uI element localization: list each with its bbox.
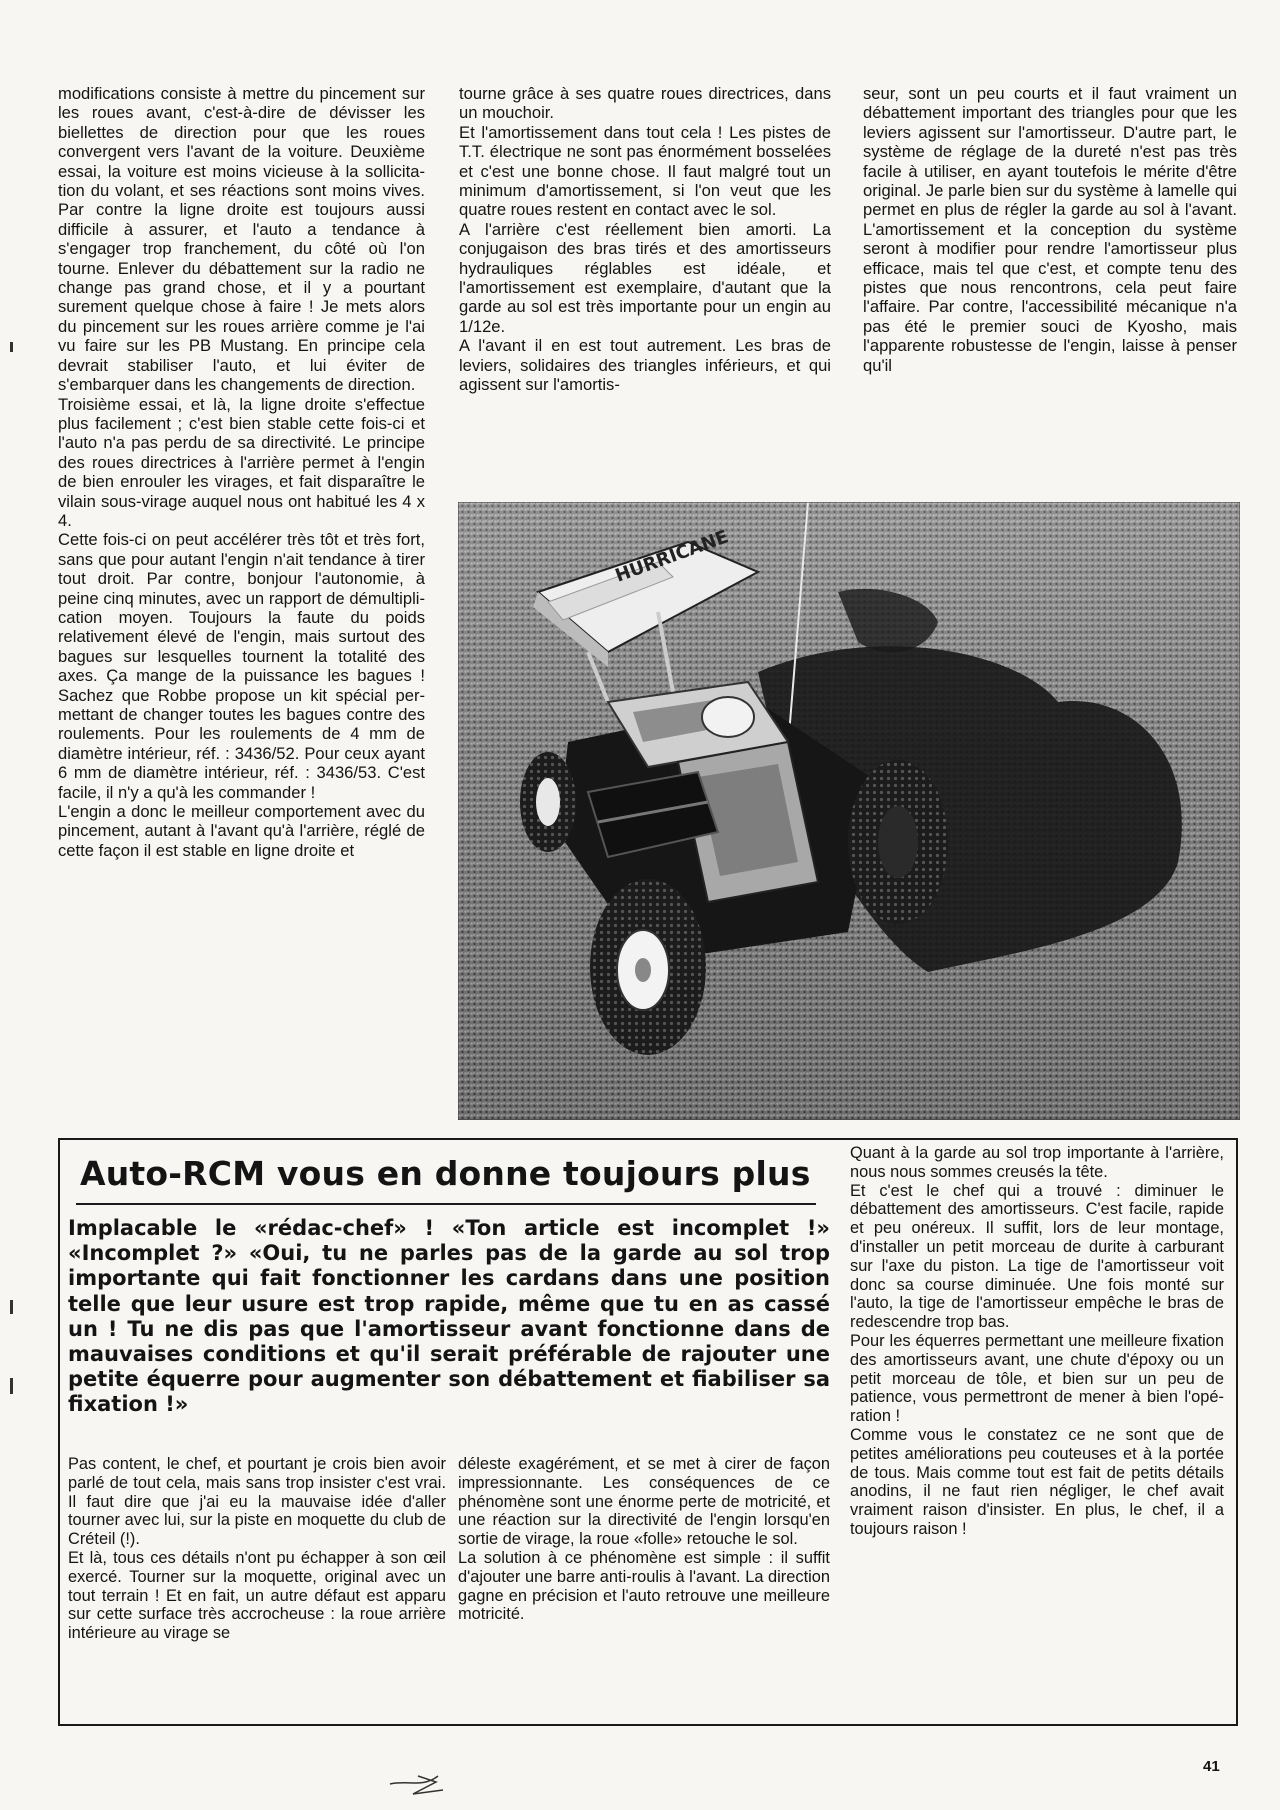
paragraph: Pour les équerres permettant une meilleure fixation des amortisseurs avant, une chute d'époxy ou un petit morceau de tôle, et bien sur un peu de patience, vous permettront de mener à bien l'opération ! — [850, 1331, 1224, 1426]
article-column-1 — [58, 84, 425, 860]
paragraph: Cette fois-ci on peut accélérer très tôt et très fort, sans que pour autant l'engin n'ait tendance à tirer tout droit. Par contre, bonjour l'autonomie, à peine cinq minutes, avec un rapport de démultiplication moyen. Toujours la faute du poids relativement élevé de l'engin, mais surtout des bagues sur lesquelles tournent la totalité des axes. Ça mange de la puissance les bagues ! Sachez que Robbe propose un kit spécial permettant de changer toutes les bagues contre des roulements. Pour les roulements de 4 mm de diamètre intérieur, réf. : 3436/52. Pour ceux ayant 6 mm de diamètre intérieur, réf. : 3436/53. C'est facile, il n'y a qu'à les commander ! — [58, 530, 425, 802]
scan-mark — [10, 1300, 13, 1314]
paragraph: A l'arrière c'est réellement bien amorti. La conjugaison des bras tirés et des amortisseurs hydrauliques réglables est idéale, et l'amortissement est exemplaire, d'autant que la garde au sol est très importante pour un engin au 1/12e. — [459, 219, 831, 336]
paragraph: La solution à ce phénomène est simple : il suffit d'ajouter une barre anti-roulis à l'avant. La direction gagne en précision et l'auto retrouve une meilleure motricité. — [458, 1548, 830, 1624]
box-lead: Implacable le «rédac-chef» ! «Ton article est incomplet !» «Incomplet ?» «Oui, tu ne parles pas de la garde au sol trop importante qui fait fonctionner les cardans dans une position telle que leur usure est trop rapide, même que tu en as cassé un ! Tu ne dis pas que l'amortisseur avant fonctionne dans de mauvaises conditions et qu'il serait préférable de rajouter une petite équerre pour augmenter son débattement et fiabiliser sa fixation !» — [68, 1216, 830, 1417]
signature-mark — [388, 1768, 458, 1798]
paragraph: A l'avant il en est tout autrement. Les bras de leviers, solidaires des triangles inférieurs, et qui agissent sur l'amortis- — [459, 336, 831, 395]
box-column-1 — [68, 1455, 446, 1643]
paragraph: déleste exagérément, et se met à cirer de façon impressionnante. Les conséquences de ce phénomène sont une énorme perte de motricité, et une réaction sur la directivité de l'engin lorsqu'en sortie de virage, la roue «folle» retouche le sol. — [458, 1455, 830, 1549]
paragraph: modifications consiste à mettre du pincement sur les roues avant, c'est-à-dire de dévisser les biellettes de direction pour que les roues convergent vers l'avant de la voiture. Deuxième essai, la voiture est moins vicieuse à la sollicitation du volant, et ses réactions sont moins vives. Par contre la ligne droite est toujours aussi difficile à assurer, et l'auto a tendance à s'engager trop franchement, du côté où l'on tourne. Enlever du débattement sur la radio ne change pas grand chose, et il y a pourtant surement quelque chose à faire ! Je mets alors du pincement sur les roues arrière comme je l'ai vu faire sur les PB Mustang. En principe cela devrait stabiliser l'auto, et lui éviter de s'embarquer dans les changements de direction. — [58, 84, 425, 395]
page-number: 41 — [1203, 1758, 1220, 1775]
box-column-3 — [850, 1144, 1224, 1539]
paragraph: Et là, tous ces détails n'ont pu échapper à son œil exercé. Tourner sur la moquette, original avec un tout terrain ! Et en fait, un autre défaut est apparu sur cette surface très accrocheuse : la roue arrière intérieure au virage se — [68, 1548, 446, 1643]
paragraph: L'engin a donc le meilleur comportement avec du pincement, autant à l'avant qu'à l'arrière, réglé de cette façon il est stable en ligne droite et — [58, 802, 425, 860]
rc-buggy-photo — [458, 502, 1240, 1120]
paragraph: Comme vous le constatez ce ne sont que de petites améliorations peu couteuses et à la portée de tous. Mais comme tout est fait de petits détails anodins, il ne faut rien négliger, le chef avait vraiment raison d'insister. En plus, le chef, il a toujours raison ! — [850, 1425, 1224, 1538]
wing-label: HURRICANE — [612, 526, 732, 587]
box-column-2 — [458, 1455, 830, 1624]
scan-mark — [10, 342, 13, 352]
paragraph: Troisième essai, et là, la ligne droite s'effectue plus facilement ; c'est bien stable cette fois-ci et l'auto n'a pas perdu de sa directivité. Le principe des roues directrices à l'arrière permet à l'engin de bien enrouler les virages, et fait disparaître le vilain sous-virage auquel nous ont habitué les 4 x 4. — [58, 394, 425, 530]
paragraph: Pas content, le chef, et pourtant je crois bien avoir parlé de tout cela, mais sans trop insister c'est vrai. Il faut dire que j'ai eu la mauvaise idée d'aller tourner avec lui, sur la piste en moquette du club de Créteil (!). — [68, 1455, 446, 1549]
paragraph: Quant à la garde au sol trop importante à l'arrière, nous nous sommes creusés la tête. — [850, 1144, 1224, 1181]
title-underline — [76, 1203, 816, 1205]
sidebar-box — [58, 1138, 1238, 1726]
scan-mark — [10, 1378, 13, 1394]
box-title: Auto-RCM vous en donne toujours plus — [80, 1154, 811, 1193]
paragraph: tourne grâce à ses quatre roues directrices, dans un mouchoir. — [459, 84, 831, 123]
paragraph: seur, sont un peu courts et il faut vraiment un débattement important des triangles pour que les leviers agissent sur l'amortisseur. D'autre part, le système de réglage de la dureté n'est pas très facile à utiliser, en ayant toutefois le mérite d'être original. Je parle bien sur du système à lamelle qui permet en plus de régler la garde au sol à l'avant. L'amortissement et la conception du système seront à modifier pour rendre l'amortisseur plus efficace, mais tel que c'est, et compte tenu des pistes que nous rencontrons, cela peut faire l'affaire. Par contre, l'accessibilité mécanique n'a pas été le premier souci de Kyosho, mais l'apparente robustesse de l'engin, laisse à penser qu'il — [863, 84, 1237, 375]
paragraph: Et l'amortissement dans tout cela ! Les pistes de T.T. électrique ne sont pas énormément bosselées et c'est une bonne chose. Il faut malgré tout un minimum d'amortissement, si l'on veut que les quatre roues restent en contact avec le sol. — [459, 122, 831, 220]
article-column-3 — [863, 84, 1237, 375]
paragraph: Et c'est le chef qui a trouvé : diminuer le débattement des amortisseurs. C'est facile, rapide et peu onéreux. Il suffit, lors de leur montage, d'installer un petit morceau de durite à carburant sur l'axe du piston. La tige de l'amortisseur voit donc sa course diminuée. Une fois monté sur l'auto, la tige de l'amortisseur empêche le bras de redescendre trop bas. — [850, 1181, 1224, 1332]
article-column-2 — [459, 84, 831, 395]
